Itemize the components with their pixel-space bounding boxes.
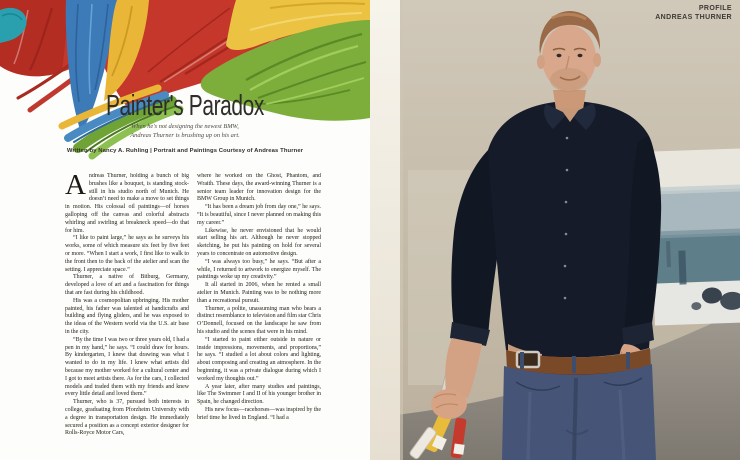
body-paragraph: His new focus—racehorses—was inspired by the brief time he lived in England. “I had a xyxy=(197,406,321,421)
jeans xyxy=(502,364,656,460)
body-paragraph: “I was always too busy,” he says. “But after a while, I returned to artwork to energize myself. The paintings woke up my creativity.” xyxy=(197,258,321,281)
drop-cap: A xyxy=(65,173,86,201)
body-paragraph: A year later, after many studies and paintings, like The Swimmer I and II of his younger brother in Spain, he changed direction. xyxy=(197,383,321,406)
body-paragraph: “By the time I was two or three years old, I had a pen in my hand,” he says. “I could draw for hours. By kindergarten, I knew that drawing was what I wanted to do in my life. I knew what artists did because my mother worked for a cultural center and I got to meet artists there. As for the cars, I collected models and traded them with my friends and knew every little detail and loved them.” xyxy=(65,336,189,398)
kicker-subject-name: ANDREAS THURNER xyxy=(655,13,732,21)
portrait-photo xyxy=(370,0,740,460)
body-paragraph: where he worked on the Ghost, Phantom, and Wraith. These days, the award-winning Thurner is a senior team leader for innovation design for the BMW Group in Munich. xyxy=(197,173,321,203)
subtitle-line-2: Andreas Thurner is brushing up on his art. xyxy=(130,131,240,139)
text-column-1 xyxy=(65,173,189,455)
column1-paragraphs xyxy=(65,235,189,438)
column2-paragraphs xyxy=(197,173,321,423)
body-paragraph: It all started in 2006, when he rented a small atelier in Munich. Painting was to be nothing more than a recreational pursuit. xyxy=(197,282,321,304)
page-title: Painter's Paradox xyxy=(105,90,265,122)
body-paragraph: Thurner, a native of Bitburg, Germany, developed a love of art and a fascination for things that are fast during his childhood. xyxy=(65,274,189,296)
byline: Written by Nancy A. Ruhling | Portrait and Paintings Courtesy of Andreas Thurner xyxy=(66,148,304,155)
background-canvas-painting xyxy=(649,148,740,325)
kicker-label: PROFILE xyxy=(698,5,732,12)
profile-kicker xyxy=(655,5,732,22)
text-column-2 xyxy=(197,173,321,455)
article-body xyxy=(65,173,321,455)
body-paragraph: Likewise, he never envisioned that he would start selling his art. Although he never stopped sketching, he put his painting on hold for several years to concentrate on automotive design. xyxy=(197,227,321,257)
body-paragraph: “I started to paint either outside in nature or inside impressions, movements, and proportions,” he says. “I studied a lot about colors and lighting, about composing and creating an atmosphere. In the beginning, it was a private dialogue during which I worked my thoughts out.” xyxy=(197,336,321,382)
body-paragraph: “I like to paint large,” he says as he surveys his works, some of which measure six feet by five feet or more. “When I start a work, I first like to walk to the front then to the back of the atelier and scan the setting. I appreciate space.” xyxy=(65,235,189,273)
subtitle-line-1: When he's not designing the newest BMW, xyxy=(131,123,239,130)
right-page xyxy=(370,0,740,460)
body-paragraph: Thurner, a polite, unassuming man who bears a distinct resemblance to television and film star Chris O’Donnell, focused on the landscape he saw from his studio and the scenes that were in his mind. xyxy=(197,305,321,335)
body-paragraph: Thurner, who is 37, pursued both interests in college, graduating from Pforzheim University with a degree in transportation design. He immediately secured a position as a concept exterior designer for Rolls-Royce Motor Cars, xyxy=(65,399,189,437)
intro-text: ndreas Thurner, holding a bunch of big brushes like a bouquet, is standing stock-still in his studio north of Munich. He doesn’t need to make a move to set things in motion. His colossal oil paintings—of horses galloping off the canvas and colorful abstracts whirling and swirling at breakneck speed—do that for him. xyxy=(65,173,189,234)
article-header xyxy=(0,91,370,154)
intro-paragraph xyxy=(65,173,189,235)
wall-corner-strip xyxy=(370,0,400,460)
body-paragraph: “It has been a dream job from day one,” he says. “It is beautiful, since I never planned on making this my career.” xyxy=(197,204,321,226)
article-subtitle xyxy=(0,123,370,140)
body-paragraph: His was a cosmopolitan upbringing. His mother painted, his father was talented at handicrafts and building and flying gliders, and he was exposed to the ideas of the Western world via the U.S. air base in the city. xyxy=(65,297,189,335)
